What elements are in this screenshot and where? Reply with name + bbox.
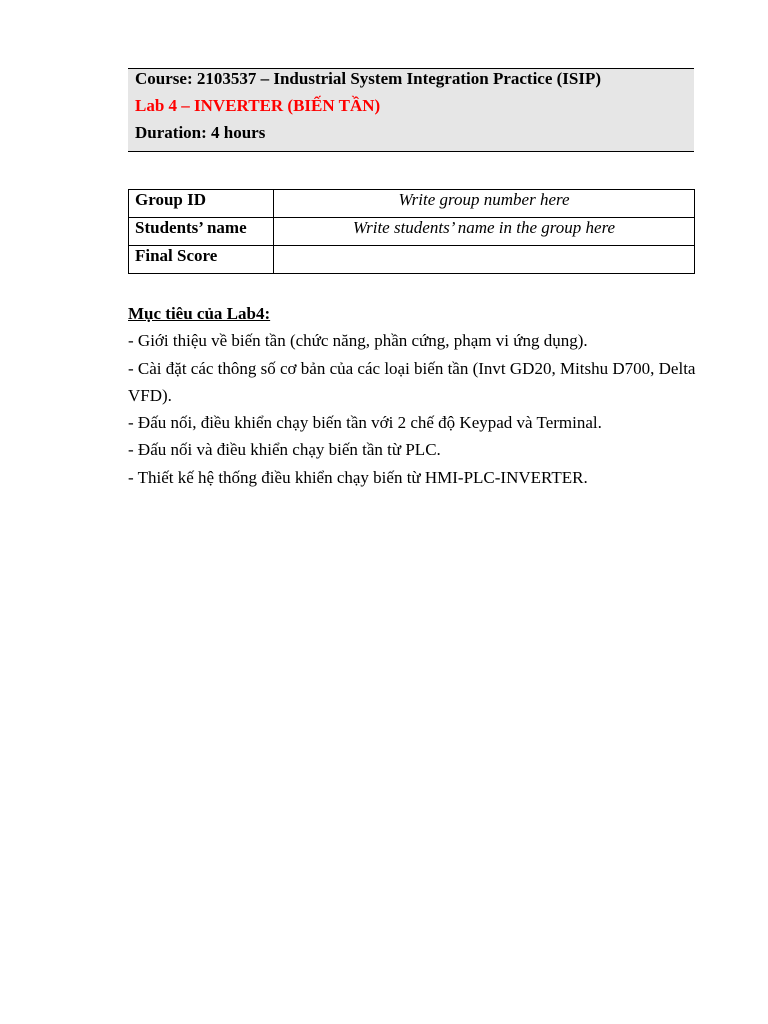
objective-item: - Đấu nối, điều khiển chạy biến tần với 2 chế độ Keypad và Terminal. [128, 413, 602, 433]
objectives-section [128, 300, 698, 491]
duration-text: Duration: 4 hours [135, 123, 266, 142]
objective-item: - Thiết kế hệ thống điều khiển chạy biến từ HMI-PLC-INVERTER. [128, 467, 588, 487]
course-title: Course: 2103537 – Industrial System Integration Practice (ISIP) [135, 69, 602, 88]
group-info-table [128, 189, 695, 274]
table-row [129, 246, 695, 274]
lab-title: Lab 4 – INVERTER (BIẾN TẦN) [135, 96, 381, 115]
table-row [129, 218, 695, 246]
final-score-field[interactable] [274, 246, 695, 274]
table-row [129, 190, 695, 218]
objective-item: - Giới thiệu về biến tần (chức năng, phần cứng, phạm vi ứng dụng). [128, 331, 588, 351]
students-name-label: Students’ name [129, 218, 274, 246]
students-name-field[interactable]: Write students’ name in the group here [274, 218, 695, 246]
objectives-title: Mục tiêu của Lab4: [128, 304, 271, 323]
final-score-label: Final Score [129, 246, 274, 274]
course-header [128, 68, 694, 152]
group-id-label: Group ID [129, 190, 274, 218]
objective-item: - Cài đặt các thông số cơ bản của các loại biến tần (Invt GD20, Mitshu D700, Delta VFD). [128, 358, 696, 405]
group-id-field[interactable]: Write group number here [274, 190, 695, 218]
objective-item: - Đấu nối và điều khiển chạy biến tần từ PLC. [128, 440, 441, 460]
